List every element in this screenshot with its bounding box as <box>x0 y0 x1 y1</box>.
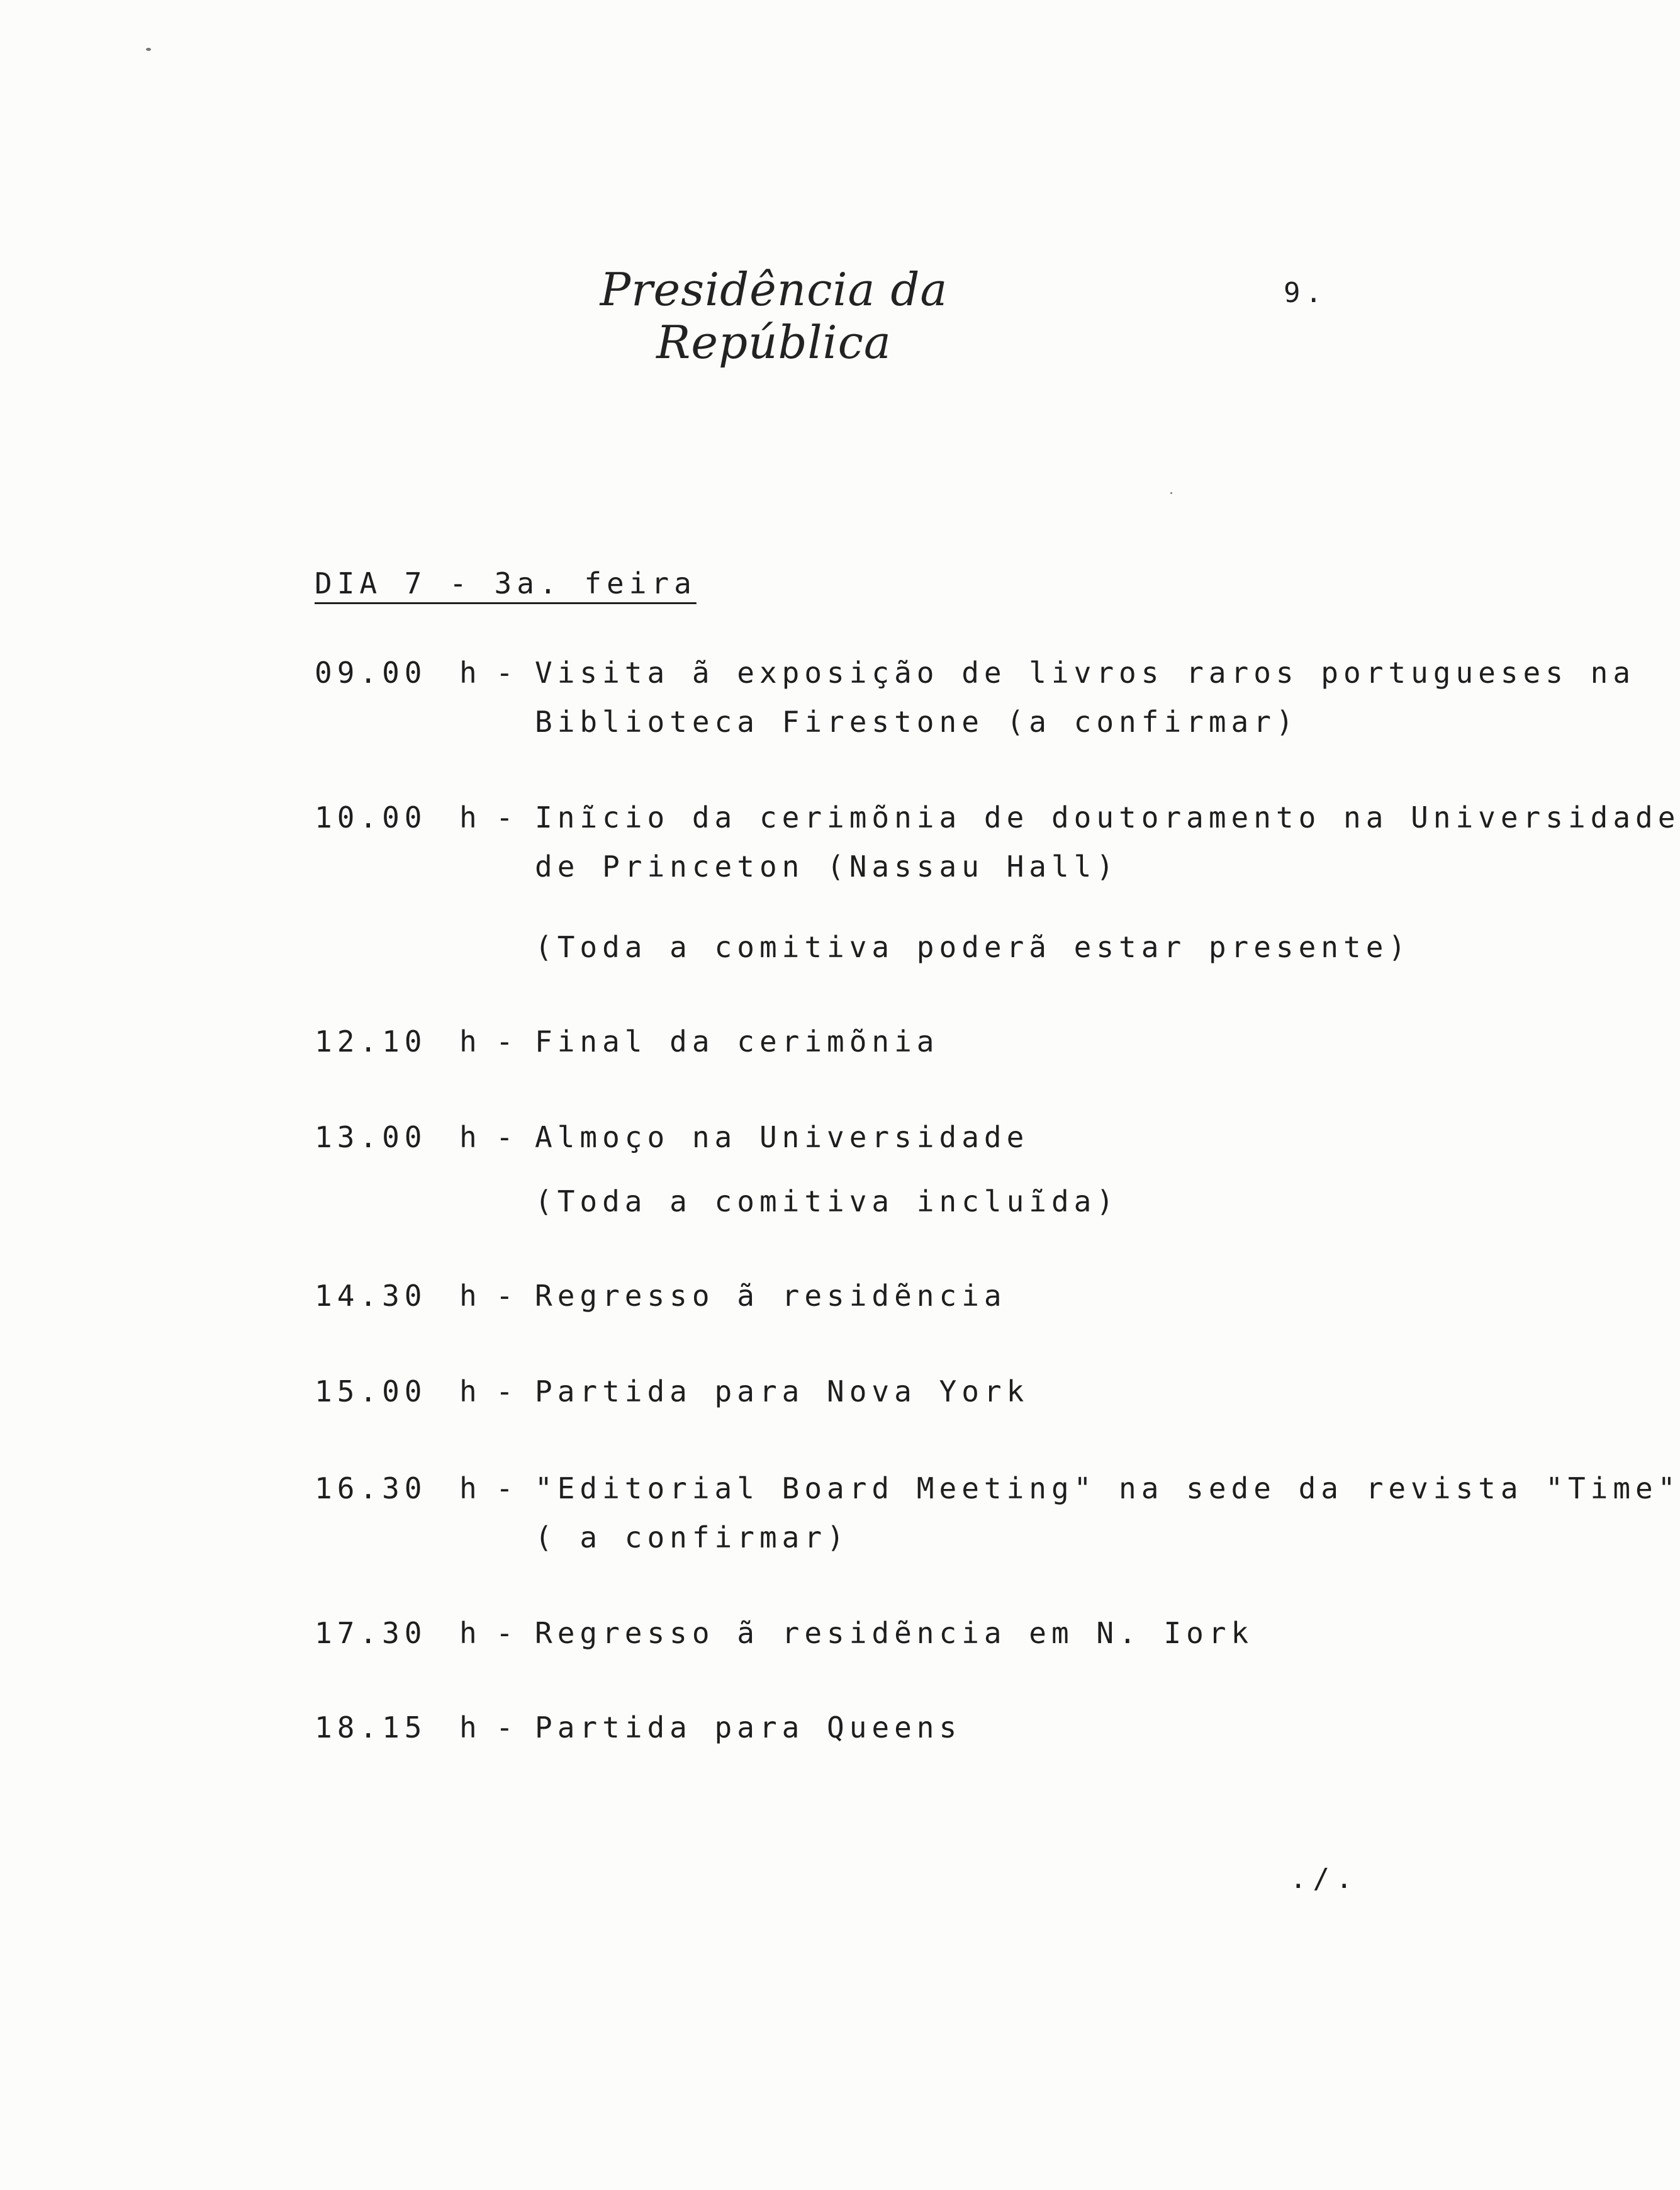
entry-line: de Princeton (Nassau Hall) <box>535 850 1119 884</box>
entry-line: Biblioteca Firestone (a confirmar) <box>535 705 1299 739</box>
entry-time: 12.10 <box>315 1025 427 1058</box>
entry-dash: - <box>496 1710 518 1744</box>
scan-speck <box>1170 492 1172 494</box>
entry-dash: - <box>496 1471 518 1505</box>
entry-dash: - <box>496 1025 518 1058</box>
entry-dash: - <box>496 1374 518 1408</box>
entry-time-unit: h <box>459 1120 482 1154</box>
entry-line: Almoço na Universidade <box>535 1120 1029 1154</box>
schedule-entry <box>315 1703 1510 1752</box>
entry-time-unit: h <box>459 1710 482 1744</box>
entry-dash: - <box>496 1616 518 1650</box>
entry-dash: - <box>496 656 518 690</box>
entry-line: Regresso ã residẽncia <box>535 1279 1007 1313</box>
entry-dash: - <box>496 800 518 834</box>
entry-time: 13.00 <box>315 1120 427 1154</box>
entry-time-unit: h <box>459 656 482 690</box>
entry-time: 15.00 <box>315 1374 427 1408</box>
entry-time-unit: h <box>459 1374 482 1408</box>
entry-line: Visita ã exposição de livros raros portugueses na <box>535 656 1636 690</box>
entry-line: Partida para Queens <box>535 1710 962 1744</box>
entry-time-unit: h <box>459 1279 482 1313</box>
entry-time-unit: h <box>459 1025 482 1058</box>
entry-line: "Editorial Board Meeting" na sede da revista "Time" <box>535 1471 1680 1505</box>
page-number: 9. <box>1284 277 1327 309</box>
entry-time-unit: h <box>459 800 482 834</box>
entry-line: Regresso ã residẽncia em N. Iork <box>535 1616 1254 1650</box>
entry-time: 17.30 <box>315 1616 427 1650</box>
entry-line: Partida para Nova York <box>535 1374 1029 1408</box>
entry-dash: - <box>496 1120 518 1154</box>
entry-time: 10.00 <box>315 800 427 834</box>
schedule-entry <box>315 1113 1510 1226</box>
schedule-entry <box>315 1609 1510 1658</box>
entry-dash: - <box>496 1279 518 1313</box>
continuation-mark: ./. <box>1290 1863 1359 1895</box>
entry-line: ( a confirmar) <box>535 1520 849 1554</box>
schedule-entry <box>315 793 1680 972</box>
schedule-entry <box>315 1367 1510 1416</box>
entry-line: Inĩcio da cerimõnia de doutoramento na Universidade <box>535 800 1680 834</box>
entry-time-unit: h <box>459 1471 482 1505</box>
scan-speck <box>146 48 151 51</box>
schedule-entry <box>315 1464 1680 1562</box>
letterhead: Presidência da República <box>600 263 948 369</box>
entry-time: 16.30 <box>315 1471 427 1505</box>
schedule-entry <box>315 1271 1510 1320</box>
entry-note: (Toda a comitiva incluĩda) <box>535 1184 1119 1218</box>
entry-time-unit: h <box>459 1616 482 1650</box>
schedule-entry <box>315 648 1636 746</box>
day-heading: DIA 7 - 3a. feira <box>315 566 697 600</box>
entry-line: Final da cerimõnia <box>535 1025 939 1058</box>
schedule-entry <box>315 1017 1510 1066</box>
schedule-list <box>315 648 1680 1752</box>
entry-time: 14.30 <box>315 1279 427 1313</box>
entry-time: 18.15 <box>315 1710 427 1744</box>
entry-time: 09.00 <box>315 656 427 690</box>
entry-note: (Toda a comitiva poderã estar presente) <box>535 930 1411 964</box>
